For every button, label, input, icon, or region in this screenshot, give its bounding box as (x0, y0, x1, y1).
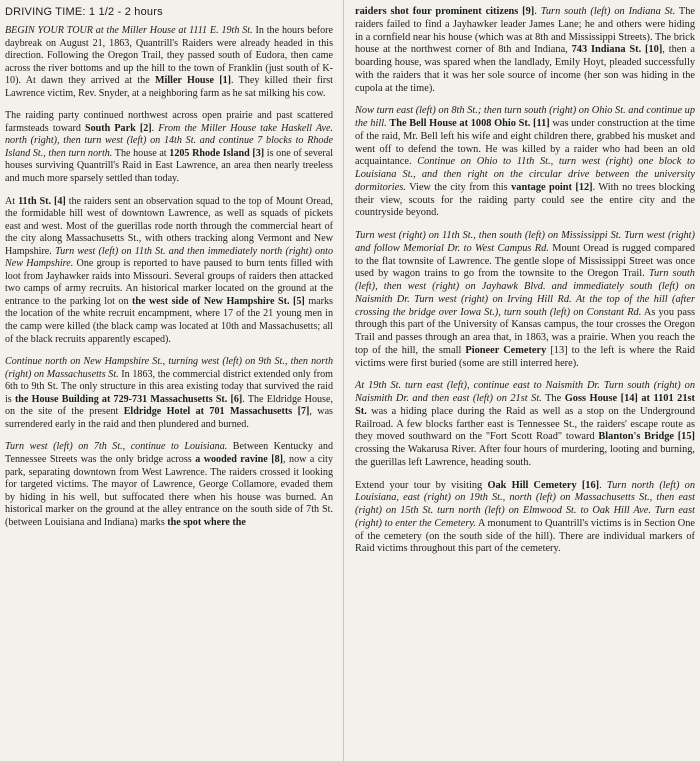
paragraph-text: The (541, 393, 565, 404)
driving-direction: Turn north (left) on Louisiana, east (right) on 19th St., north (left) on Massachusetts St., then east (right) on 15th St. turn north (left) on Elmwood St. to Oak Hill Ave. Turn east (right) to enter the Cemetery. (355, 479, 696, 529)
paragraph-text: , then a boarding house, was spared when the landlady, Emily Hoyt, pleaded successfully with the raiders that it was her sole source of income (her son was hiding in the cupola at the time). (355, 44, 695, 94)
paragraph (355, 6, 695, 95)
landmark-name: vantage point [12] (511, 181, 593, 193)
paragraph (355, 380, 695, 469)
left-column (5, 6, 333, 539)
paragraph-text: [13] to the left is where the Raid victims were first buried (some are still interred here). (355, 344, 695, 369)
paragraph-text: marks the location of the white recruit encampment, where 17 of the 21 young men in the camp were killed (the black camp was located at 10th and Massachusetts; all of the black recruits apparently escaped). (5, 295, 333, 345)
paragraph-text: . The Eldridge House, on the site of the present (5, 393, 333, 418)
paragraph-text: Between Kentucky and Tennessee Streets was the only bridge across (5, 441, 333, 465)
paragraph (5, 25, 333, 100)
driving-direction: Turn south (left) on Indiana St. (540, 6, 676, 17)
landmark-name: the west side of New Hampshire St. [5] (132, 295, 305, 307)
landmark-name: Eldridge Hotel at 701 Massachusetts [7] (123, 406, 310, 418)
paragraph-text: View the city from this (405, 181, 512, 193)
landmark-name: Pioneer Cemetery (465, 344, 547, 356)
paragraph-text: Mount Oread is rugged compared to the flat townsite of Lawrence. The gentle slope of Mississippi Street was once used by wagon trains to go from the townsite to the Oregon Trail. (355, 242, 695, 280)
paragraph (5, 356, 333, 431)
paragraph-text: . (151, 122, 159, 134)
paragraph-text: . With no trees blocking their view, scouts for the raiding party could see the entire city and the countryside beyond. (355, 181, 695, 219)
paragraph (355, 105, 695, 220)
landmark-name: South Park [2] (85, 122, 152, 134)
landmark-name: Oak Hill Cemetery [16] (487, 479, 600, 491)
landmark-name: Goss House [14] at 1101 21st St. (355, 393, 695, 417)
driving-direction: Now turn east (left) on 8th St.; then turn south (right) on Ohio St. and continue up the hill. (355, 105, 695, 129)
paragraph-text: The raiding party continued northwest across open prairie and past scattered farmsteads toward (5, 110, 333, 134)
paragraph-text: the raiders sent an observation squad to the top of Mount Oread, the formidable hill west of downtown Lawrence, as well as squads of pickets east and west. Most of the guerillas rode north through the commercial heart of the city along Massachusetts St., with others tracking along Vermont and New Hampshire. (5, 195, 334, 257)
driving-direction: Turn west (left) on 11th St. and then immediately north (right) onto New Hampshire. (5, 245, 333, 270)
driving-direction: Continue north on New Hampshire St., turning west (left) on 9th St., then north (right) on Massachusetts St. (5, 356, 333, 380)
paragraph (355, 230, 695, 370)
paragraph-text: In the hours before daybreak on August 21, 1863, Quantrill's Raiders were already headed in this direction. Following the Oregon Trail, they passed south of Eudora, then came across the river bottoms and up the hill to the town of Franklin (just south of K-10). At dawn they arrived at the (5, 25, 333, 87)
paragraph-text: Extend your tour by visiting (355, 479, 488, 491)
paragraph-text: As you pass through this part of the University of Kansas campus, the tour crosses the Oregon Trail and passes through an area that, in 1863, was a prairie. When you reach the top of the hill, the small (355, 306, 695, 356)
driving-direction: At 19th St. turn east (left), continue east to Naismith Dr. Turn south (right) on Naismith Dr. and then east (left) on 21st St. (355, 380, 695, 404)
driving-direction: BEGIN YOUR TOUR at the Miller House at 1111 E. 19th St. (5, 25, 253, 36)
paragraph-text: was a hiding place during the Raid as well as a stop on the Underground Railroad. A few blocks farther east is Tennessee St., the raiders' escape route as they moved southward on the "Fort Scott Road" toward (355, 405, 695, 443)
paragraph-text: . (534, 6, 541, 17)
column-divider (343, 0, 344, 763)
landmark-name: raiders shot four prominent citizens [9] (355, 6, 535, 17)
paragraph-text: crossing the Wakarusa River. After four hours of murdering, looting and burning, the guerillas left Lawrence, heading south. (355, 444, 695, 468)
paragraph-text: A monument to Quantrill's victims is in Section One of the cemetery (on the south side of the hill). There are individual markers of Raid victims throughout this part of the cemetery. (355, 517, 695, 555)
paragraph-text: The house at (112, 147, 170, 159)
paragraph (5, 110, 333, 185)
landmark-name: 743 Indiana St. [10] (571, 44, 663, 56)
landmark-name: Blanton's Bridge [15] (598, 431, 695, 443)
paragraph-text: , was surrendered early in the raid and then plundered and burned. (5, 406, 333, 430)
paragraph-text: . They killed their first Lawrence victim, Rev. Snyder, at a neighboring farm as he sat milking his cow. (5, 75, 333, 99)
paragraph-text: At (5, 195, 19, 207)
paragraph-text: In 1863, the commercial district extended only from 6th to 9th St. The only structure in this area existing today that survived the raid is (5, 368, 333, 405)
paragraph (5, 196, 333, 347)
paragraph-text: , now a city park, separating downtown from West Lawrence. The raiders crossed it looking for targeted victims. The mayor of Lawrence, George Collamore, evaded them by hiding in his well, but suffocated there when his house was burned. An historical marker on the ground at the alley entrance on the south side of 7th St. (between Louisiana and Indiana) marks (5, 453, 334, 528)
landmark-name: a wooded ravine [8] (195, 453, 284, 465)
paragraph-text: The raiders failed to find a Jayhawker leader James Lane; he and others were hiding in a cornfield near his house (which was at 8th and Mississippi Streets). The brick house at the northwest corner of 8th and Indiana, (355, 6, 696, 56)
landmark-name: The Bell House at 1008 Ohio St. [11] (389, 118, 550, 129)
paragraph-text: One group is reported to have paused to burn tents filled with loot from Jayhawker raids into Missouri. Several groups of raiders then attacked two camps of army recruits. An historical marker located on the ground at the entrance to the parking lot on (5, 258, 333, 307)
paragraph-text: is one of several houses surviving Quantrill's Raid in East Lawrence, an area then nearly treeless and much more sparsely settled than today. (5, 147, 334, 185)
paragraph (5, 441, 333, 529)
paragraph-text: . (599, 479, 607, 491)
driving-direction: From the Miller House take Haskell Ave. north (right), then turn west (left) on 14th St. and continue 7 blocks to Rhode Island St., then turn north. (5, 122, 333, 159)
driving-direction: Turn west (right) on 11th St., then south (left) on Mississippi St. Turn west (right) and follow Memorial Dr. to West Campus Rd. (355, 230, 695, 254)
paragraph-text: was under construction at the time of the raid, Mr. Bell left his wife and eight children there, grabbed his musket and went off to defend the town. He was killed by a raider who had been an old acquaintance. (355, 118, 695, 168)
driving-direction: Continue on Ohio to 11th St., turn west (right) one block to Louisiana St., and then right on the circular drive between the university dormitories. (355, 156, 695, 193)
driving-direction: Turn south (left), then west (right) on Jayhawk Blvd. and immediately south (left) on Naismith Dr. Turn west (right) on Irving Hill Rd. At the top of the hill (after crossing the bridge over Iowa St.), turn south (left) on Constant Rd. (355, 268, 695, 318)
landmark-name: the House Building at 729-731 Massachusetts St. [6] (14, 393, 243, 405)
landmark-name: 1205 Rhode Island [3] (169, 147, 265, 159)
landmark-name: 11th St. [4] (18, 195, 66, 207)
paragraph (355, 480, 695, 557)
right-column (355, 6, 695, 566)
driving-time-heading: DRIVING TIME: 1 1/2 - 2 hours (5, 6, 163, 18)
driving-direction: Turn west (left) on 7th St., continue to Louisiana. (5, 441, 228, 453)
landmark-name: the spot where the (167, 516, 246, 528)
landmark-name: Miller House [1] (155, 75, 231, 87)
